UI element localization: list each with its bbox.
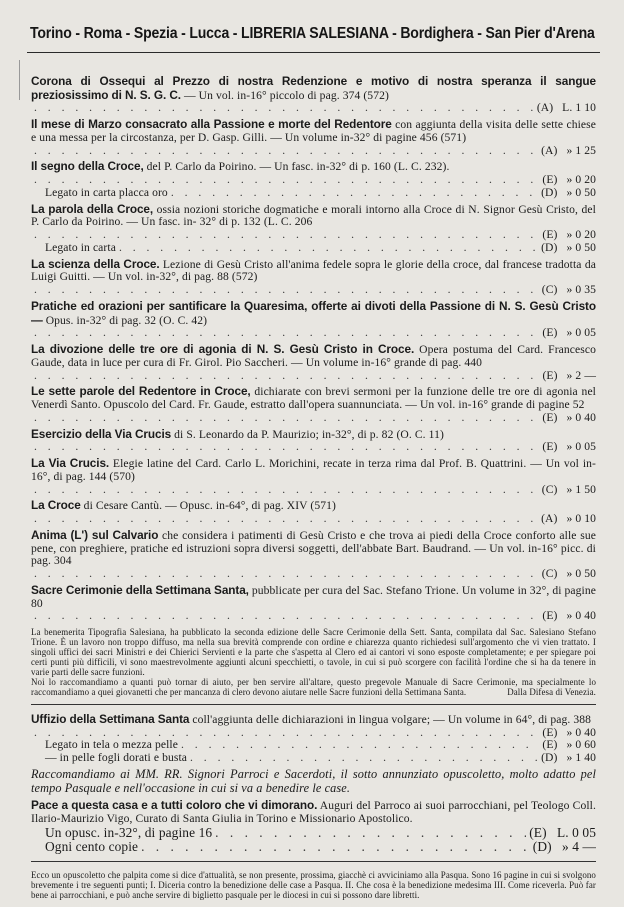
entry-title: Il mese di Marzo consacrato alla Passione e morte del Redentore <box>31 117 392 132</box>
entry-title: La parola della Croce, <box>31 201 154 216</box>
entry-sub-line: Un opusc. in-32°, di pagine 16 . . . (E) L. 0 05 <box>31 826 596 841</box>
entry-description: Opera postuma del Card. Francesco Gaude, data in luce per cura di Fr. Girol. Pio Saccheri. — Un volume in-16° grande di pag. 440 <box>31 343 597 369</box>
entry-price-line <box>31 229 596 242</box>
entry-description: Opus. in-32° di pag. 32 (O. C. 42) <box>42 313 208 327</box>
entry-price-line <box>31 484 596 497</box>
entry-title: Le sette parole del Redentore in Croce, <box>31 384 251 399</box>
review-note-text: La benemerita Tipografia Salesiana, ha pubblicato la seconda edizione delle Sacre Cerimonie della Sett. Santa, compilata dal Sac. Salesiano Stefano Trione. È un lavoro non troppo diffuso, ma nella sua brevità comprende con ordine e chiarezza quanto richiedesi sull'argomento che vi vien trattato. I singoli uffici dei sacri Ministri e dei Chierici Servienti e la parte che s'aspetta al Clero ed ai cantori vi sono esposte completamente; e per spiegare poi certi punti più difficili, vi sono maestrevolmente aggiunti alcuni specchietti, o tavole, in cui si può scorgere con facilità l'ordine che si ha da tenere in varie parti delle sacre funzioni. <box>31 627 596 677</box>
entry-title: La Via Crucis. <box>31 456 110 471</box>
catalog-entry <box>31 529 596 581</box>
entry-price: » 0 10 <box>566 512 596 526</box>
catalog-entry <box>31 203 596 255</box>
review-note <box>31 627 596 697</box>
footer-rule <box>31 861 596 862</box>
entry-title: Esercizio della Via Crucis <box>31 426 172 441</box>
entry-sub-line: Legato in tela o mezza pelle . . . (E) » 0 60 <box>31 739 596 752</box>
entry-description: Lezione di Gesù Cristo all'anima fedele sopra le glorie della croce, dal francese tradotta da Luigi Guitti. — Un vol. in-32°, di pag. 88 (572) <box>31 257 596 284</box>
entry-price: » 0 20 <box>566 228 596 242</box>
entry-price: » 0 20 <box>566 173 596 187</box>
entry-code: (C) <box>541 283 558 297</box>
entry-sub-line: — in pelle fogli dorati e busta . . . (D) » 1 40 <box>31 752 596 765</box>
entry-code: (E) <box>542 368 558 382</box>
entry-price-line <box>31 610 596 623</box>
entry-code: (E) <box>542 173 558 187</box>
entry-description: di S. Leonardo da P. Maurizio; in-32°, di p. 82 (O. C. 11) <box>171 427 444 441</box>
catalog-entries <box>31 75 596 623</box>
entry-price-line <box>31 145 596 158</box>
catalog-entry <box>31 75 596 115</box>
entry-title: La divozione delle tre ore di agonia di N. S. Gesù Cristo in Croce. <box>31 342 415 357</box>
catalog-entry <box>31 258 596 297</box>
entry-code: (A) <box>536 101 554 115</box>
page-edge-mark <box>19 60 26 100</box>
entry-price-line <box>31 513 596 526</box>
entry-title: La scienza della Croce. <box>31 256 160 271</box>
catalog-entry <box>31 160 596 199</box>
entry-sub-line: Legato in carta placca oro . . . (D) » 0 50 <box>31 187 596 200</box>
entry-price-line: . . . (E) » 0 40 <box>31 727 596 740</box>
entry-price: » 0 05 <box>566 440 596 454</box>
entry-price: » 0 05 <box>566 326 596 340</box>
entry-price: » 2 — <box>566 368 596 382</box>
entry-uffizio: Uffizio della Settimana Santa coll'aggiunta delle dichiarazioni in lingua volgare; — Un volume in 64°, di pag. 388 . . . (E) » 0 40 Legato in tela o mezza pelle . . . (E) » 0 60 — in pelle fogli dorati e busta . . . (D) » 1 40 <box>31 713 596 765</box>
entry-title: La Croce <box>31 498 81 513</box>
section-rule <box>31 704 596 705</box>
entry-description: con aggiunta della visita delle sette chiese e una messa per la circostanza, per D. Gasp. Gilli. — Un volume in-32° di pagine 456 (571) <box>31 118 596 144</box>
entry-title: Anima (L') sul Calvario <box>31 527 159 542</box>
entry-code: (C) <box>541 567 558 581</box>
catalog-entry <box>31 499 596 526</box>
entry-code: (A) <box>541 512 558 526</box>
entry-price: » 0 40 <box>566 410 596 424</box>
entry-title: Sacre Cerimonie della Settimana Santa, <box>31 582 249 597</box>
entry-description: — Un vol. in-16° piccolo di pag. 374 (572) <box>180 88 389 102</box>
entry-price-line <box>31 284 596 297</box>
catalog-entry <box>31 385 596 424</box>
entry-description: che considera i patimenti di Gesù Cristo e che trova ai piedi della Croce conforto alle sue pene, con preghiere, pratiche ed istruzioni sopra diversi soggetti, dell'abbate Bart. Baudrand. — Un vol. in-16° picc. di pag. 304 <box>31 528 596 568</box>
entry-description: del P. Carlo da Poirino. — Un fasc. in-32° di p. 160 (L. C. 232). <box>143 160 450 174</box>
entry-code: (E) <box>542 228 558 242</box>
entry-title: Corona di Ossequi al Prezzo di nostra Redenzione e motivo di nostra speranza il sangue preziosissimo di N. S. G. C. <box>31 73 596 102</box>
entry-description: dichiarate con brevi sermoni per la funzione delle tre ore di agonia nel Venerdì Santo. Opuscolo del Card. Fr. Gaude, estratto dall'opera suannunciata. — Un vol. in-16° grande di pagine 52 <box>31 385 596 412</box>
entry-price-line <box>31 412 596 425</box>
catalog-entry <box>31 428 596 455</box>
entry-description: di Cesare Cantù. — Opusc. in-64°, di pag. XIV (571) <box>80 499 336 513</box>
entry-price: » 0 40 <box>566 609 596 623</box>
recommendation-banner: Raccomandiamo ai MM. RR. Signori Parroci e Sacerdoti, il sotto annunziato opuscoletto, molto adatto pel tempo Pasquale e nell'occasione in cui si va a benedire le case. <box>31 766 596 795</box>
catalog-entry <box>31 300 596 340</box>
catalog-entry <box>31 343 596 382</box>
entry-price-line <box>31 102 596 115</box>
entry-sub-line: Ogni cento copie . . . (D) » 4 — <box>31 840 596 855</box>
entry-description: ossia nozioni storiche dogmatiche e morali intorno alla Croce di N. Signor Gesù Cristo, del P. Carlo da Poirino. — Un fasc. in- 32° di p. 132 (L. C. 206 <box>31 202 596 229</box>
entry-price-line <box>31 327 596 340</box>
header-rule <box>27 52 600 53</box>
entry-title: Pratiche ed orazioni per santificare la Quaresima, offerte ai divoti della Passione di N. S. Gesù Cristo — <box>31 298 596 327</box>
entry-code: (E) <box>542 326 558 340</box>
entry-price-line <box>31 174 596 187</box>
entry-code: (E) <box>542 609 558 623</box>
entry-price-line <box>31 568 596 581</box>
entry-code: (E) <box>542 440 558 454</box>
entry-price: » 0 50 <box>566 567 596 581</box>
entry-description: Elegie latine del Card. Carlo L. Morichini, recate in terza rima dal Prof. B. Quattrini. — Un vol in-16°, di pag. 144 (570) <box>31 457 596 483</box>
entry-price: L. 1 10 <box>562 101 596 115</box>
entry-description: pubblicate per cura del Sac. Stefano Trione. Un volume in 32°, di pagine 80 <box>31 583 596 610</box>
recommendation-note: Noi lo raccomandiamo a quanti può tornar di aiuto, per ben servire all'altare, questo pregevole Manuale di Sacre Cerimonie, ma specialmente lo raccomandiamo a quei giovanetti che per mancanza di clero devono aiutare nelle Sacre funzioni della Settimana Santa. Dalla Difesa di Venezia. <box>31 676 596 697</box>
catalog-entry <box>31 118 596 157</box>
entry-code: (C) <box>541 482 558 496</box>
entry-price: » 0 35 <box>566 283 596 297</box>
catalog-entry <box>31 584 596 623</box>
entry-price: » 1 50 <box>566 482 596 496</box>
entry-sub-line: Legato in carta . . . (D) » 0 50 <box>31 242 596 255</box>
entry-title: Il segno della Croce, <box>31 159 144 174</box>
note-source: Dalla Difesa di Venezia. <box>507 686 596 697</box>
entry-price-line <box>31 441 596 454</box>
catalog-entry <box>31 457 596 496</box>
page-header: Torino - Roma - Spezia - Lucca - LIBRERIA SALESIANA - Bordighera - San Pier d'Arena <box>30 25 595 42</box>
entry-price: » 1 25 <box>566 143 596 157</box>
entry-code: (E) <box>542 410 558 424</box>
entry-pace: Pace a questa casa e a tutti coloro che vi dimorano. Auguri del Parroco ai suoi parrocchiani, pel Teologo Coll. Ilario-Maurizio Vigo, Curato di Santa Giulia in Torino e Missionario Apostolico. Un opusc. in-32°, di pagine 16 . . . (E) L. 0 05 Ogni cento copie . . . (D) » 4 — <box>31 799 596 855</box>
entry-price-line <box>31 370 596 383</box>
entry-code: (A) <box>541 143 558 157</box>
footer-note: Ecco un opuscoletto che palpita come si dice d'attualità, se non presente, prossima, giacchè ci avviciniamo alla Pasqua. Sono 16 pagine in cui si svolgono brevemente i tre seguenti punti; I. Diceria contro la benedizione delle case a Pasqua. II. Che cosa è la benedizione medesima III. Come riceverla. Può far bene ai parrocchiani, e può anche servire di biglietto pasquale per le diocesi in cui si possono dare libretti. <box>31 870 596 900</box>
